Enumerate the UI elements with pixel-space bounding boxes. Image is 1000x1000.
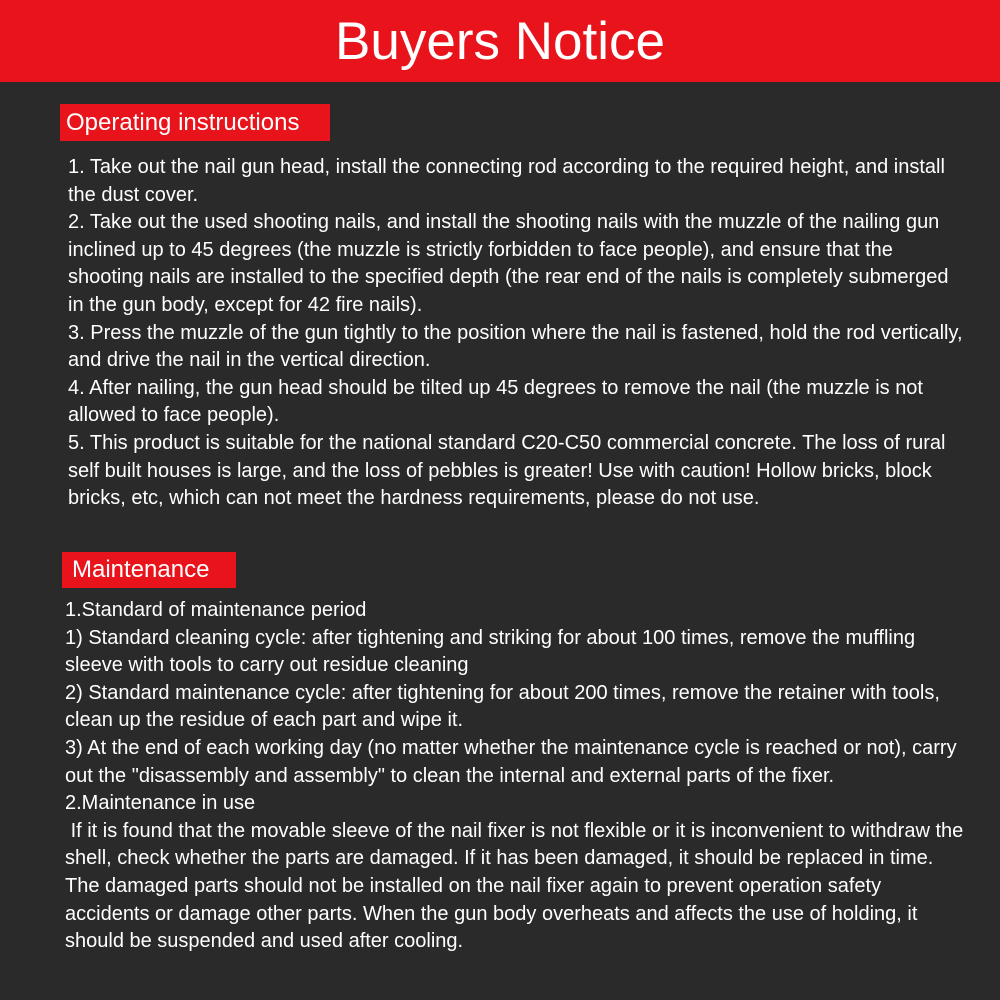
operating-step: 5. This product is suitable for the national standard C20-C50 commercial concrete. The loss of rural self built houses is large, and the loss of pebbles is greater! Use with caution! Hollow bricks, block bricks, etc, which can not meet the hardness requirements, please do not use. [68, 431, 952, 510]
operating-step: 3. Press the muzzle of the gun tightly to the position where the nail is fastened, hold the rod vertically, and drive the nail in the vertical direction. [68, 321, 969, 372]
section-label-maintenance: Maintenance [62, 552, 236, 588]
maintenance-item: 3) At the end of each working day (no matter whether the maintenance cycle is reached or not), carry out the "disassembly and assembly" to clean the internal and external parts of the fixer. [65, 736, 963, 787]
operating-step: 4. After nailing, the gun head should be tilted up 45 degrees to remove the nail (the muzzle is not allowed to face people). [68, 376, 929, 427]
maintenance-item: If it is found that the movable sleeve of the nail fixer is not flexible or it is inconvenient to withdraw the shell, check whether the parts are damaged. If it has been damaged, it should be replaced in time. The damaged parts should not be installed on the nail fixer again to prevent operation safety accidents or damage other parts. When the gun body overheats and affects the use of holding, it should be suspended and used after cooling. [65, 819, 969, 953]
maintenance-item: 1.Standard of maintenance period [65, 599, 367, 621]
maintenance-item: 2) Standard maintenance cycle: after tightening for about 200 times, remove the retainer with tools, clean up the residue of each part and wipe it. [65, 681, 946, 732]
operating-step: 1. Take out the nail gun head, install the connecting rod according to the required height, and install the dust cover. [68, 156, 951, 206]
maintenance-list [65, 597, 970, 956]
page-title: Buyers Notice [335, 11, 665, 71]
operating-instructions-list [68, 154, 968, 513]
operating-step: 2. Take out the used shooting nails, and install the shooting nails with the muzzle of the nailing gun inclined up to 45 degrees (the muzzle is strictly forbidden to face people), and ensure that the shooting nails are installed to the specified depth (the rear end of the nails is completely submerged in the gun body, except for 42 fire nails). [68, 211, 955, 316]
maintenance-item: 2.Maintenance in use [65, 792, 256, 815]
section-label-operating-instructions: Operating instructions [60, 104, 330, 141]
maintenance-item: 1) Standard cleaning cycle: after tightening and striking for about 100 times, remove the muffling sleeve with tools to carry out residue cleaning [65, 626, 921, 677]
header-banner [0, 0, 1000, 82]
